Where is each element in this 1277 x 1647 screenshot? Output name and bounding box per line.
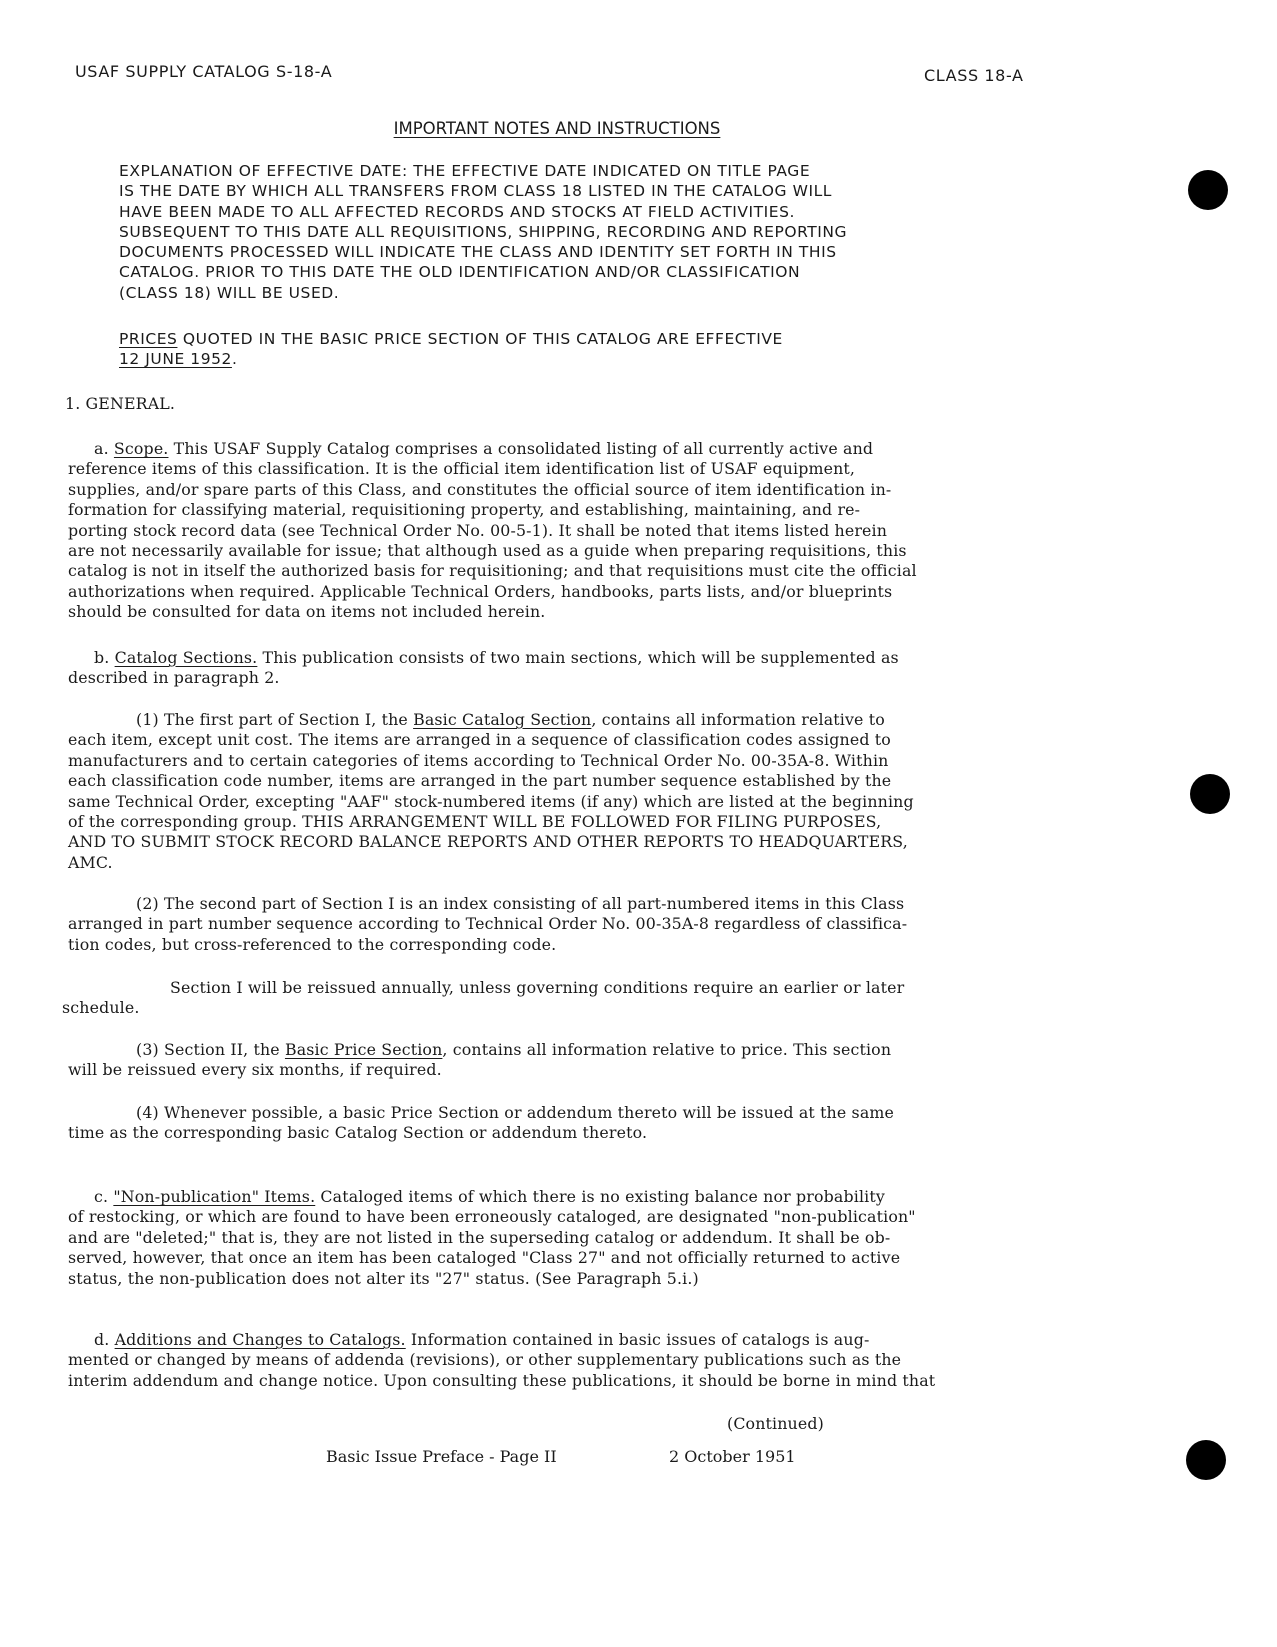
para-c-marker: c. — [94, 1187, 114, 1206]
note-line: DOCUMENTS PROCESSED WILL INDICATE THE CLASS AND IDENTITY SET FORTH IN THIS — [119, 243, 837, 262]
para-b1-line: manufacturers and to certain categories of items according to Technical Order No. 00-35A-8. Within — [68, 750, 889, 770]
punch-hole-bottom — [1186, 1440, 1226, 1480]
note-line: SUBSEQUENT TO THIS DATE ALL REQUISITIONS, SHIPPING, RECORDING AND REPORTING — [119, 222, 848, 241]
para-a-line: are not necessarily available for issue; that although used as a guide when preparing requisitions, this — [68, 541, 907, 561]
para-c-line: served, however, that once an item has been cataloged "Class 27" and not officially returned to active — [68, 1248, 901, 1268]
footer-page-label: Basic Issue Preface - Page II — [326, 1447, 557, 1466]
note-line: (CLASS 18) WILL BE USED. — [119, 283, 340, 302]
note-line: HAVE BEEN MADE TO ALL AFFECTED RECORDS AND STOCKS AT FIELD ACTIVITIES. — [119, 202, 795, 221]
para-a-heading: Scope. — [113, 439, 169, 458]
para-a-marker: a. — [94, 439, 114, 458]
para-b2-line: tion codes, but cross-referenced to the corresponding code. — [68, 934, 557, 954]
class-header: CLASS 18-A — [924, 66, 1024, 85]
para-d-line: mented or changed by means of addenda (revisions), or other supplementary publications such as the — [68, 1350, 902, 1370]
paragraph-a-scope — [68, 439, 917, 623]
reissue-line: Section I will be reissued annually, unless governing conditions require an earlier or later — [170, 978, 905, 997]
paragraph-d-additions — [68, 1330, 935, 1391]
para-a-line: porting stock record data (see Technical Order No. 00-5-1). It shall be noted that items listed herein — [68, 520, 888, 540]
para-a-line: reference items of this classification. It is the official item identification list of USAF equipment, — [68, 459, 856, 479]
paragraph-b3 — [68, 1040, 891, 1081]
para-a-line: This USAF Supply Catalog comprises a consolidated listing of all currently active and — [168, 439, 874, 458]
para-b1-line: same Technical Order, excepting "AAF" stock-numbered items (if any) which are listed at the beginning — [68, 791, 914, 811]
punch-hole-top — [1188, 170, 1228, 210]
para-b1-line: AMC. — [68, 852, 113, 872]
note-line: EXPLANATION OF EFFECTIVE DATE: THE EFFECTIVE DATE INDICATED ON TITLE PAGE — [119, 162, 811, 180]
paragraph-b-catalog-sections — [68, 648, 899, 689]
para-b1-line: AND TO SUBMIT STOCK RECORD BALANCE REPORTS AND OTHER REPORTS TO HEADQUARTERS, — [68, 832, 908, 852]
para-a-line: supplies, and/or spare parts of this Class, and constitutes the official source of item identification in- — [68, 479, 892, 499]
reissue-line: schedule. — [62, 998, 140, 1018]
para-d-marker: d. — [94, 1330, 115, 1349]
para-c-line: of restocking, or which are found to have been erroneously cataloged, are designated "non-publication" — [68, 1207, 916, 1227]
para-b1-line: each classification code number, items are arranged in the part number sequence established by the — [68, 771, 892, 791]
para-c-line: status, the non-publication does not alter its "27" status. (See Paragraph 5.i.) — [68, 1268, 699, 1288]
footer-date: 2 October 1951 — [669, 1447, 796, 1466]
para-b2-line: arranged in part number sequence according to Technical Order No. 00-35A-8 regardless of classifica- — [68, 914, 908, 934]
para-b-heading: Catalog Sections. — [114, 648, 258, 667]
note-line: CATALOG. PRIOR TO THIS DATE THE OLD IDENTIFICATION AND/OR CLASSIFICATION — [119, 263, 801, 282]
prices-effective-date: 12 JUNE 1952 — [119, 350, 232, 369]
paragraph-b2 — [68, 894, 907, 955]
para-b1-start: (1) The first part of Section I, the — [136, 710, 414, 729]
para-b3-rest: , contains all information relative to price. This section — [442, 1040, 892, 1059]
prices-lead: PRICES — [119, 330, 178, 348]
para-a-line: authorizations when required. Applicable Technical Orders, handbooks, parts lists, and/or blueprints — [68, 581, 893, 601]
para-b-line: described in paragraph 2. — [68, 668, 280, 688]
para-d-line: interim addendum and change notice. Upon consulting these publications, it should be borne in mind that — [68, 1370, 936, 1390]
para-b4-line: (4) Whenever possible, a basic Price Section or addendum thereto will be issued at the same — [136, 1103, 895, 1122]
para-c-heading: "Non-publication" Items. — [113, 1187, 316, 1206]
para-d-line: Information contained in basic issues of catalogs is aug- — [405, 1330, 870, 1349]
catalog-header: USAF SUPPLY CATALOG S-18-A — [75, 62, 333, 81]
page-title: IMPORTANT NOTES AND INSTRUCTIONS — [393, 119, 721, 138]
para-b-line: This publication consists of two main sections, which will be supplemented as — [257, 648, 899, 667]
para-a-line: should be consulted for data on items not included herein. — [68, 602, 546, 622]
para-b1-term: Basic Catalog Section — [413, 710, 592, 729]
prices-note — [119, 329, 999, 370]
punch-hole-middle — [1190, 774, 1230, 814]
para-b3-term: Basic Price Section — [284, 1040, 443, 1059]
para-a-line: catalog is not in itself the authorized basis for requisitioning; and that requisitions must cite the official — [68, 561, 917, 581]
effective-date-note — [119, 161, 999, 303]
para-b1-line: each item, except unit cost. The items are arranged in a sequence of classification codes assigned to — [68, 730, 891, 750]
paragraph-c-non-publication — [68, 1187, 916, 1289]
para-b2-line: (2) The second part of Section I is an index consisting of all part-numbered items in this Class — [136, 894, 905, 913]
section-general-heading: 1. GENERAL. — [65, 394, 176, 413]
para-b1-line: of the corresponding group. THIS ARRANGEMENT WILL BE FOLLOWED FOR FILING PURPOSES, — [68, 812, 882, 832]
paragraph-b4 — [68, 1103, 894, 1144]
continued-marker: (Continued) — [727, 1414, 824, 1433]
paragraph-b1 — [68, 710, 914, 873]
prices-line1: QUOTED IN THE BASIC PRICE SECTION OF THIS CATALOG ARE EFFECTIVE — [177, 330, 783, 348]
para-d-heading: Additions and Changes to Catalogs. — [114, 1330, 406, 1349]
para-b3-start: (3) Section II, the — [136, 1040, 285, 1059]
para-b4-line: time as the corresponding basic Catalog Section or addendum thereto. — [68, 1123, 648, 1143]
para-b-marker: b. — [94, 648, 115, 667]
para-b3-line: will be reissued every six months, if required. — [68, 1060, 442, 1080]
para-c-line: Cataloged items of which there is no existing balance nor probability — [315, 1187, 885, 1206]
para-b1-rest: , contains all information relative to — [591, 710, 885, 729]
paragraph-reissue — [62, 978, 904, 1019]
note-line: IS THE DATE BY WHICH ALL TRANSFERS FROM CLASS 18 LISTED IN THE CATALOG WILL — [119, 182, 832, 201]
para-a-line: formation for classifying material, requisitioning property, and establishing, maintaining, and re- — [68, 500, 861, 520]
para-c-line: and are "deleted;" that is, they are not listed in the superseding catalog or addendum. It shall be ob- — [68, 1227, 891, 1247]
prices-period: . — [231, 350, 238, 369]
